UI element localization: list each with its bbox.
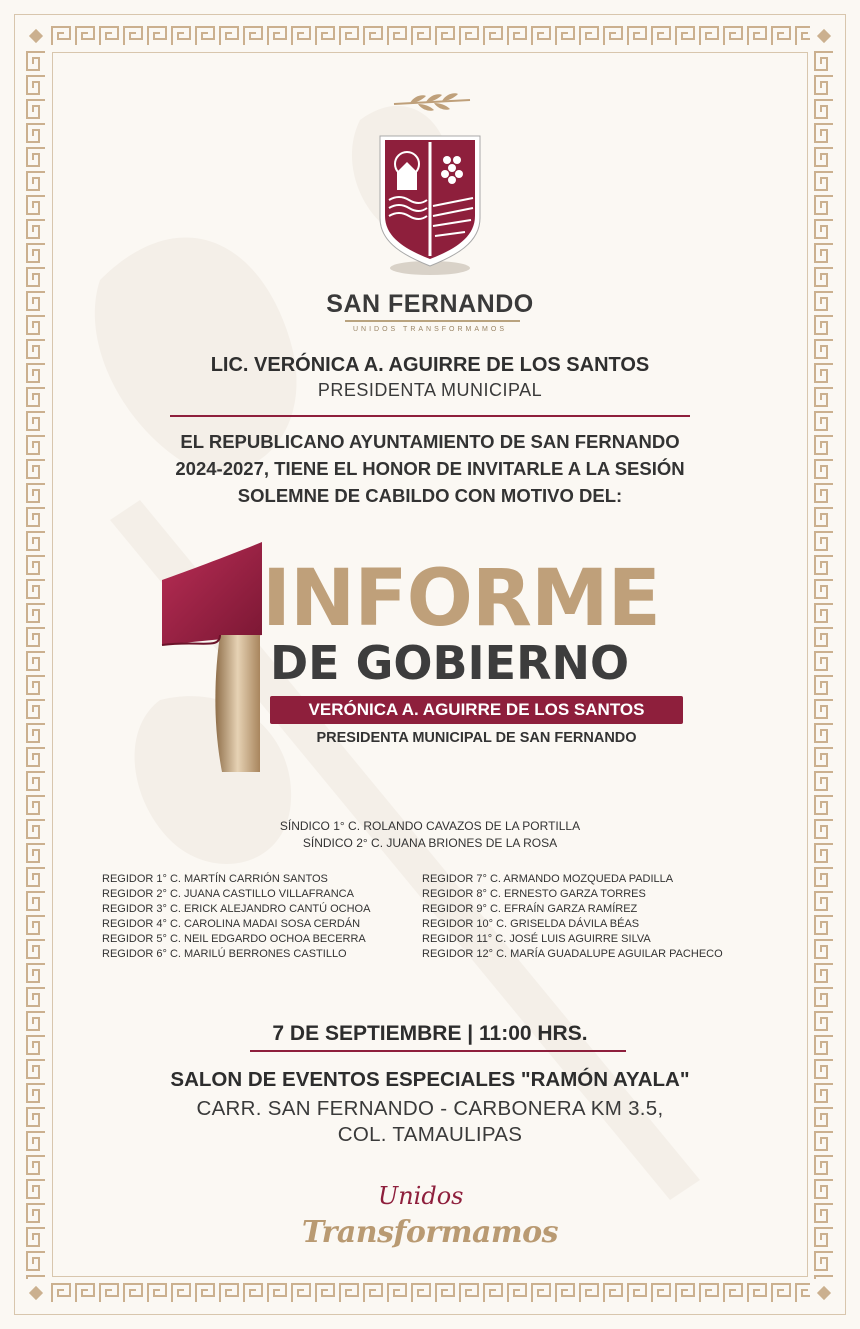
brand-tagline: UNIDOS TRANSFORMAMOS bbox=[353, 326, 507, 333]
list-item: REGIDOR 7° C. ARMANDO MOZQUEDA PADILLA bbox=[422, 873, 674, 885]
list-item: REGIDOR 10° C. GRISELDA DÁVILA BÉAS bbox=[422, 918, 640, 930]
greek-key-border-left-icon bbox=[24, 50, 48, 1279]
report-name-bar: VERÓNICA A. AGUIRRE DE LOS SANTOS bbox=[270, 696, 683, 724]
greek-key-border-top-icon bbox=[50, 24, 810, 48]
list-item: REGIDOR 5° C. NEIL EDGARDO OCHOA BECERRA bbox=[102, 933, 366, 945]
regidores-left-list bbox=[102, 872, 370, 962]
report-subtitle: PRESIDENTA MUNICIPAL DE SAN FERNANDO bbox=[316, 730, 637, 746]
slogan-script: Unidos bbox=[378, 1182, 464, 1210]
regidores-right-list bbox=[422, 872, 723, 962]
number-one-ribbon-icon bbox=[160, 540, 270, 775]
list-item: REGIDOR 3° C. ERICK ALEJANDRO CANTÚ OCHOA bbox=[102, 903, 371, 915]
event-address bbox=[0, 1096, 860, 1148]
invitation-text bbox=[100, 428, 760, 509]
list-item: REGIDOR 2° C. JUANA CASTILLO VILLAFRANCA bbox=[102, 888, 354, 900]
invitation-line: SOLEMNE DE CABILDO CON MOTIVO DEL: bbox=[237, 485, 623, 506]
list-item: REGIDOR 4° C. CAROLINA MADAI SOSA CERDÁN bbox=[102, 918, 361, 930]
list-item: REGIDOR 12° C. MARÍA GUADALUPE AGUILAR PACHECO bbox=[422, 948, 723, 960]
event-date-time: 7 DE SEPTIEMBRE | 11:00 HRS. bbox=[272, 1022, 588, 1045]
list-item: REGIDOR 6° C. MARILÚ BERRONES CASTILLO bbox=[102, 948, 347, 960]
list-item: SÍNDICO 2° C. JUANA BRIONES DE LA ROSA bbox=[302, 836, 558, 850]
address-line: COL. TAMAULIPAS bbox=[337, 1123, 523, 1146]
header-divider bbox=[170, 415, 690, 417]
list-item: REGIDOR 1° C. MARTÍN CARRIÓN SANTOS bbox=[102, 873, 328, 885]
brand-underline bbox=[345, 320, 520, 322]
list-item: REGIDOR 8° C. ERNESTO GARZA TORRES bbox=[422, 888, 646, 900]
municipal-shield-emblem-icon bbox=[375, 128, 485, 278]
list-item: REGIDOR 11° C. JOSÉ LUIS AGUIRRE SILVA bbox=[422, 933, 651, 945]
laurel-emblem-icon bbox=[392, 92, 472, 114]
brand-name: SAN FERNANDO bbox=[326, 290, 534, 318]
invitation-line: EL REPUBLICANO AYUNTAMIENTO DE SAN FERNANDO bbox=[180, 431, 680, 452]
invitation-line: 2024-2027, TIENE EL HONOR DE INVITARLE A LA SESIÓN bbox=[175, 458, 685, 479]
officer-title: PRESIDENTA MUNICIPAL bbox=[317, 380, 543, 400]
address-line: CARR. SAN FERNANDO - CARBONERA KM 3.5, bbox=[196, 1097, 664, 1120]
officer-name: LIC. VERÓNICA A. AGUIRRE DE LOS SANTOS bbox=[210, 354, 650, 376]
report-title-line1: INFORME bbox=[262, 554, 660, 644]
report-title-line2: DE GOBIERNO bbox=[270, 636, 630, 690]
date-underline bbox=[250, 1050, 626, 1052]
event-venue: SALON DE EVENTOS ESPECIALES "RAMÓN AYALA" bbox=[170, 1068, 690, 1091]
list-item: SÍNDICO 1° C. ROLANDO CAVAZOS DE LA PORTILLA bbox=[279, 819, 581, 833]
slogan-main: Transformamos bbox=[301, 1215, 559, 1250]
list-item: REGIDOR 9° C. EFRAÍN GARZA RAMÍREZ bbox=[422, 903, 638, 915]
sindicos-list bbox=[0, 818, 860, 852]
greek-key-border-right-icon bbox=[812, 50, 836, 1279]
greek-key-border-bottom-icon bbox=[50, 1281, 810, 1305]
